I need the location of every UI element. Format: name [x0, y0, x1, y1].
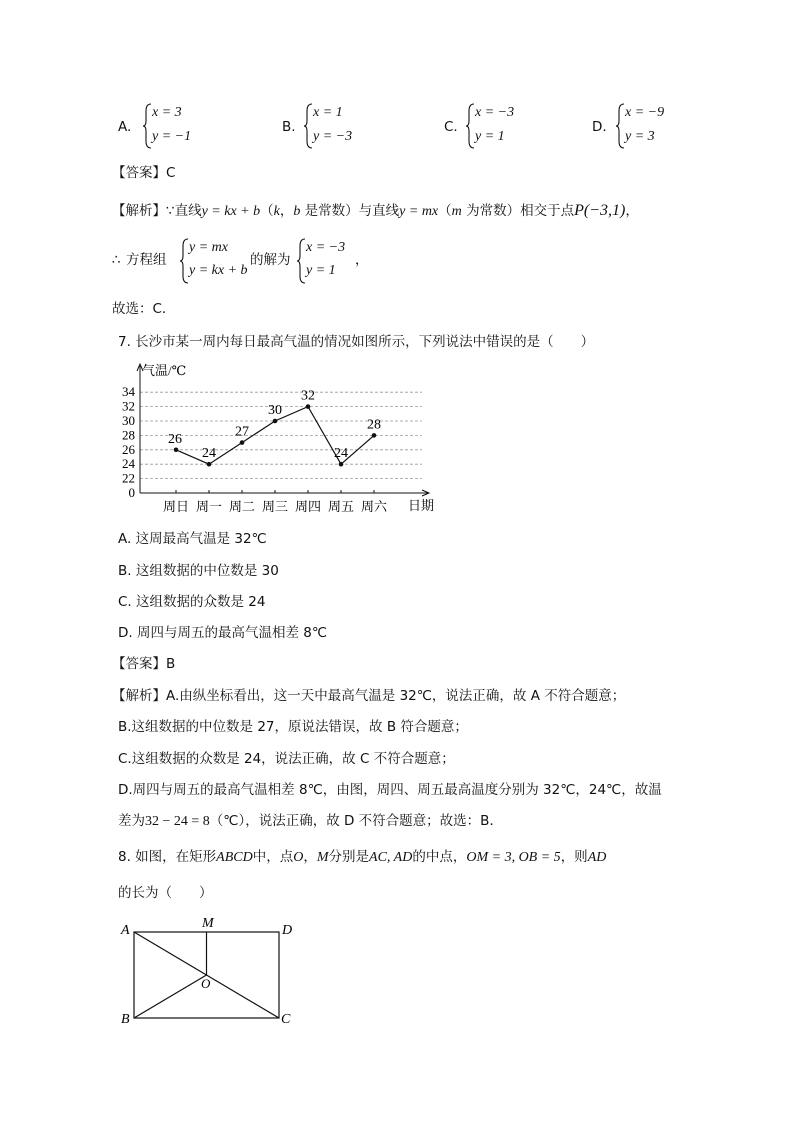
q7-explanation-line4: D.周四与周五的最高气温相差 8℃，由图，周四、周五最高温度分别为 32℃，24℃，故温 [118, 782, 662, 798]
x-tick-label: 周日 [162, 499, 190, 514]
math-ad: AD [587, 850, 607, 865]
q6-explanation-line1 [112, 202, 639, 221]
x-tick-labels [163, 499, 388, 514]
math-k: k [273, 204, 280, 219]
y-tick-label: 32 [122, 398, 135, 414]
q7-answer [112, 655, 175, 673]
y-tick-label: 0 [128, 485, 135, 500]
math-line-eq: y = kx + b [201, 204, 261, 219]
y-axis-label: 气温/℃ [142, 363, 187, 378]
data-label: 32 [301, 388, 315, 404]
q8-stem-line2: 的长为（ ） [118, 885, 213, 901]
text: 8. 如图，在矩形 [118, 849, 217, 865]
brace-icon [466, 103, 475, 149]
q6-option-c-eq2: y = 1 [475, 129, 505, 144]
q7-option-b: B. 这组数据的中位数是 30 [118, 563, 279, 579]
q6-choose: 故选：C． [112, 301, 176, 317]
y-tick-labels [122, 384, 136, 500]
q7-explanation-line5 [118, 812, 503, 831]
answer-tag: 【答案】 [112, 165, 166, 181]
text: （℃），说法正确，故 D 不符合题意；故选：B． [209, 813, 503, 829]
math-rect: ABCD [216, 850, 253, 865]
x-axis-label: 日期 [408, 498, 435, 513]
text: （ [438, 203, 452, 219]
brace-icon [297, 238, 306, 284]
q7-stem: 7. 长沙市某一周内每日最高气温的情况如图所示，下列说法中错误的是（ ） [118, 334, 595, 350]
data-label: 30 [268, 403, 282, 418]
q7-explanation-line3: C.这组数据的众数是 24，说法正确，故 C 不符合题意； [118, 751, 455, 767]
text: ， [355, 252, 369, 268]
q6-option-c-eq1: x = −3 [475, 105, 515, 120]
data-label: 28 [367, 417, 381, 433]
math-lengths: OM = 3, OB = 5 [466, 850, 561, 865]
text: 为常数）相交于点 [461, 203, 575, 219]
math-b: b [293, 204, 301, 219]
therefore-symbol: ∴ [112, 252, 121, 268]
text: 中，点 [252, 849, 294, 865]
solution-eq1: x = −3 [306, 240, 346, 255]
text: ， [303, 849, 317, 865]
text: 是常数）与直线 [300, 203, 400, 219]
q6-option-b-label: B. [282, 119, 296, 135]
brace-icon [304, 103, 313, 149]
y-tick-label: 28 [122, 427, 135, 443]
q6-option-a-eq2: y = −1 [152, 129, 192, 144]
data-point [240, 440, 245, 445]
answer-value: C [166, 165, 176, 181]
label-a: A [121, 923, 130, 938]
because-symbol: ∵ [166, 203, 175, 219]
text: 差为 [118, 813, 145, 829]
data-label: 27 [235, 424, 249, 440]
text: （ [260, 203, 274, 219]
brace-icon [143, 103, 152, 149]
x-tick-label: 周一 [195, 499, 223, 514]
data-labels [168, 389, 381, 462]
math-subtraction: 32 − 24 = 8 [145, 814, 210, 829]
system-eq1: y = mx [189, 240, 228, 255]
system-eq2: y = kx + b [189, 263, 248, 278]
text: 的中点， [412, 849, 467, 865]
q6-option-d-eq2: y = 3 [625, 129, 655, 144]
data-point [372, 433, 377, 438]
text: 方程组 [126, 252, 167, 268]
text: ， [625, 203, 639, 219]
q6-option-d-eq1: x = −9 [625, 105, 665, 120]
math-point-m: M [316, 850, 329, 865]
q6-option-c-label: C. [444, 119, 458, 135]
q6-answer [112, 164, 175, 182]
data-label: 24 [202, 446, 216, 462]
segment-ob [134, 975, 207, 1018]
data-point [306, 404, 311, 409]
q8-rectangle-figure [112, 908, 312, 1032]
answer-tag: 【答案】 [112, 656, 166, 672]
explanation-tag: 【解析】 [112, 688, 166, 704]
q8-stem-line1 [118, 848, 606, 867]
text: 直线 [174, 203, 202, 219]
text: ，则 [560, 849, 588, 865]
data-label: 26 [168, 431, 182, 447]
q7-option-c: C. 这组数据的众数是 24 [118, 594, 266, 610]
y-tick-label: 22 [122, 470, 135, 486]
math-line-eq2: y = mx [399, 204, 439, 219]
data-label: 24 [334, 446, 348, 462]
y-tick-label: 26 [122, 441, 135, 457]
brace-icon [616, 103, 625, 149]
q7-line-chart [112, 358, 442, 518]
data-point [174, 448, 179, 453]
q6-option-a-eq1: x = 3 [152, 105, 182, 120]
y-tick-label: 34 [122, 384, 135, 400]
y-tick-label: 30 [122, 413, 135, 428]
q7-option-d: D. 周四与周五的最高气温相差 8℃ [118, 625, 328, 641]
text: A.由纵坐标看出，这一天中最高气温是 32℃，说法正确，故 A 不符合题意； [166, 688, 626, 704]
answer-value: B [166, 656, 176, 672]
x-tick-label: 周二 [228, 499, 256, 514]
q7-explanation-line2: B.这组数据的中位数是 27，原说法错误，故 B 符合题意； [118, 719, 468, 735]
q6-option-b-eq2: y = −3 [313, 129, 353, 144]
q6-option-a-label: A. [118, 119, 132, 135]
data-point [273, 419, 278, 424]
q7-explanation-line1 [112, 687, 625, 705]
brace-icon [180, 238, 189, 284]
q6-option-d-label: D. [592, 119, 607, 135]
label-m: M [202, 916, 214, 931]
q6-explanation-line2 [112, 236, 512, 286]
data-point [207, 462, 212, 467]
math-point-p: P(−3,1) [574, 202, 626, 219]
label-b: B [121, 1012, 130, 1027]
x-tick-label: 周五 [327, 499, 355, 514]
q6-option-b-eq1: x = 1 [313, 105, 343, 120]
chart-axes [137, 364, 429, 496]
text: 的解为 [250, 252, 291, 268]
label-c: C [281, 1012, 291, 1027]
x-tick-label: 周三 [261, 499, 289, 514]
math-segments: AC, AD [369, 850, 413, 865]
explanation-tag: 【解析】 [112, 203, 166, 219]
math-m: m [451, 204, 462, 219]
text: ， [279, 203, 294, 219]
y-tick-label: 24 [122, 456, 135, 472]
label-d: D [282, 923, 293, 938]
solution-eq2: y = 1 [306, 263, 336, 278]
x-tick-label: 周四 [294, 499, 322, 514]
math-point-o: O [293, 850, 304, 865]
data-point [339, 462, 344, 467]
label-o: O [201, 976, 211, 991]
q7-option-a: A. 这周最高气温是 32℃ [118, 531, 267, 547]
text: 分别是 [328, 849, 370, 865]
x-tick-label: 周六 [360, 499, 388, 514]
